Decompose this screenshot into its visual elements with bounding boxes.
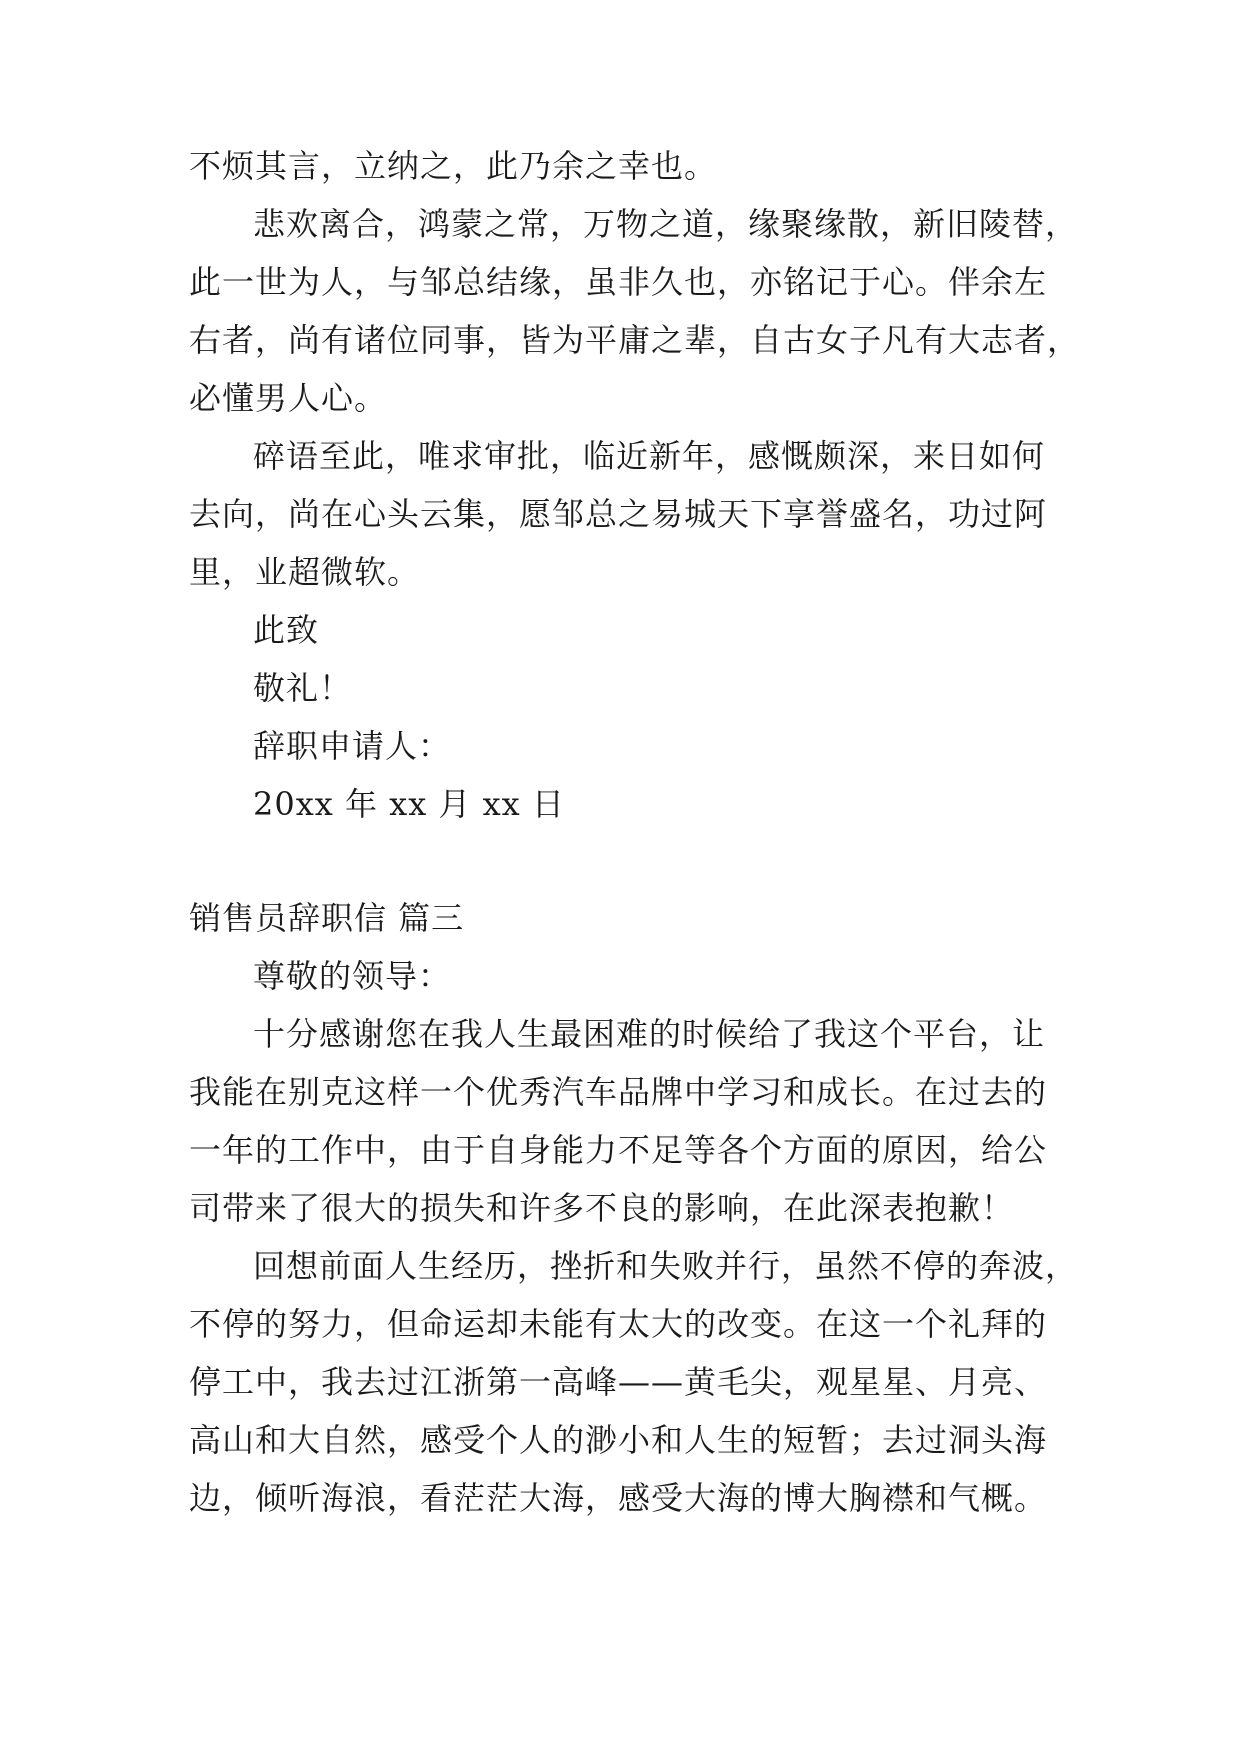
closing-salute: 敬礼！ bbox=[253, 669, 353, 707]
paragraph-line: 司带来了很大的损失和许多不良的影响，在此深表抱歉！ bbox=[189, 1189, 1015, 1227]
section-heading: 销售员辞职信 篇三 bbox=[189, 899, 465, 937]
paragraph-line: 此一世为人，与邹总结缘，虽非久也，亦铭记于心。伴余左 bbox=[189, 263, 1048, 301]
paragraph-line: 边，倾听海浪，看茫茫大海，感受大海的博大胸襟和气概。 bbox=[189, 1479, 1048, 1517]
paragraph-line: 我能在别克这样一个优秀汽车品牌中学习和成长。在过去的 bbox=[189, 1073, 1048, 1111]
paragraph-line: 悲欢离合，鸿蒙之常，万物之道，缘聚缘散，新旧陵替， bbox=[253, 205, 1079, 243]
paragraph-line: 十分感谢您在我人生最困难的时候给了我这个平台，让 bbox=[253, 1015, 1046, 1053]
paragraph-line: 碎语至此，唯求审批，临近新年，感慨颇深，来日如何 bbox=[253, 437, 1046, 475]
paragraph-line: 停工中，我去过江浙第一高峰——黄毛尖，观星星、月亮、 bbox=[189, 1363, 1048, 1401]
paragraph-line: 必懂男人心。 bbox=[189, 379, 388, 417]
paragraph-line: 高山和大自然，感受个人的渺小和人生的短暂；去过洞头海 bbox=[189, 1421, 1048, 1459]
paragraph-line: 不烦其言，立纳之，此乃余之幸也。 bbox=[189, 147, 718, 185]
paragraph-line: 右者，尚有诸位同事，皆为平庸之辈，自古女子凡有大志者， bbox=[189, 321, 1081, 359]
salutation: 尊敬的领导： bbox=[253, 957, 452, 995]
closing-line: 此致 bbox=[253, 611, 320, 649]
paragraph-line: 一年的工作中，由于自身能力不足等各个方面的原因，给公 bbox=[189, 1131, 1048, 1169]
paragraph-line: 里，业超微软。 bbox=[189, 553, 421, 591]
applicant-signature: 辞职申请人： bbox=[253, 727, 452, 765]
paragraph-line: 回想前面人生经历，挫折和失败并行，虽然不停的奔波， bbox=[253, 1247, 1079, 1285]
paragraph-line: 不停的努力，但命运却未能有太大的改变。在这一个礼拜的 bbox=[189, 1305, 1048, 1343]
letter-date: 20xx 年 xx 月 xx 日 bbox=[253, 785, 565, 823]
paragraph-line: 去向，尚在心头云集，愿邹总之易城天下享誉盛名，功过阿 bbox=[189, 495, 1048, 533]
